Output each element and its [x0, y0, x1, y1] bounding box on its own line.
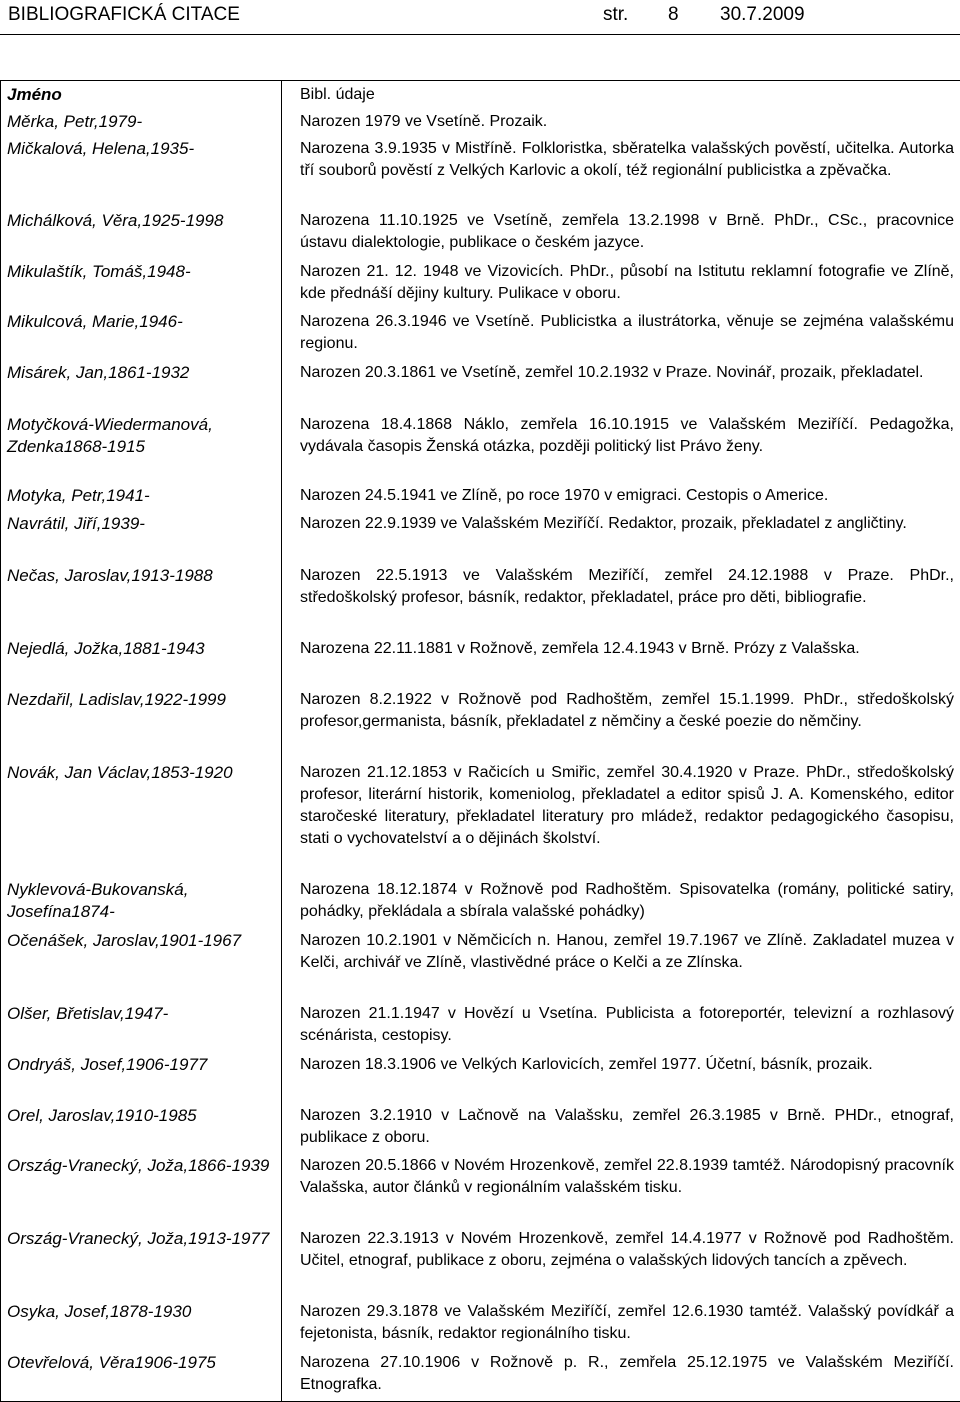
row-desc: Narozen 20.5.1866 v Novém Hrozenkově, zemřel 22.8.1939 tamtéž. Národopisný pracovník Valašska, autor článků v regionálním valašském tisku. [300, 1157, 954, 1196]
row-desc: Narozen 21.1.1947 v Hovězí u Vsetína. Publicista a fotoreportér, televizní a rozhlasový scénárista, cestopisy. [300, 1005, 954, 1044]
row-name: Otevřelová, Věra1906-1975 [7, 1353, 216, 1372]
row-name: Navrátil, Jiří,1939- [7, 514, 145, 533]
page-header [8, 2, 953, 30]
row-name: Nečas, Jaroslav,1913-1988 [7, 566, 213, 585]
row-desc: Narozen 3.2.1910 v Lačnově na Valašsku, zemřel 26.3.1985 v Brně. PHDr., etnograf, publikace z oboru. [300, 1107, 954, 1146]
row-name: Misárek, Jan,1861-1932 [7, 363, 190, 382]
row-desc: Narozen 18.3.1906 ve Velkých Karlovicích, zemřel 1977. Účetní, básník, prozaik. [300, 1056, 873, 1073]
row-name: Orel, Jaroslav,1910-1985 [7, 1106, 197, 1125]
column-divider [281, 80, 282, 1402]
row-name: Mikulcová, Marie,1946- [7, 312, 183, 331]
row-name: Novák, Jan Václav,1853-1920 [7, 763, 233, 782]
header-page-number: 8 [668, 4, 679, 25]
row-desc: Narozen 24.5.1941 ve Zlíně, po roce 1970 v emigraci. Cestopis o Americe. [300, 487, 829, 504]
row-desc: Narozena 18.4.1868 Náklo, zemřela 16.10.1915 ve Valašském Meziříčí. Pedagožka, vydávala časopis Ženská otázka, později politický list Právo ženy. [300, 416, 954, 455]
row-desc: Narozen 21. 12. 1948 ve Vizovicích. PhDr., působí na Istitutu reklamní fotografie ve Zlíně, kde přednáší dějiny kultury. Pulikace v oboru. [300, 263, 954, 302]
row-name: Motyka, Petr,1941- [7, 486, 150, 505]
row-desc: Narozen 22.3.1913 v Novém Hrozenkově, zemřel 14.4.1977 v Rožnově pod Radhoštěm. Učitel, etnograf, publikace z oboru, zejména o valašských lidových tancích a zpěvech. [300, 1230, 954, 1269]
header-page-label: str. [603, 4, 629, 25]
row-name: Olšer, Břetislav,1947- [7, 1004, 169, 1023]
header-rule [0, 34, 960, 35]
column-header-name: Jméno [7, 85, 62, 104]
row-desc: Narozen 21.12.1853 v Račicích u Smiřic, zemřel 30.4.1920 v Praze. PhDr., středoškolský profesor, literární historik, komeniolog, překladatel a editor spisů J. A. Komenského, editor staročeské literatury, překladatel literatury pro mládež, redaktor pedagogického časopisu, stati o vychovatelství a o dějinách školství. [300, 764, 954, 847]
row-desc: Narozena 3.9.1935 v Mistříně. Folkloristka, sběratelka valašských pověstí, učitelka. Autorka tří souborů pověstí z Velkých Karlovic a okolí, též regionální publicistka a zpěvačka. [300, 140, 954, 179]
row-name: Ondryáš, Josef,1906-1977 [7, 1055, 208, 1074]
header-title: BIBLIOGRAFICKÁ CITACE [8, 4, 240, 25]
row-desc: Narozena 22.11.1881 v Rožnově, zemřela 12.4.1943 v Brně. Prózy z Valašska. [300, 640, 860, 657]
row-name: Očenášek, Jaroslav,1901-1967 [7, 931, 242, 950]
header-date: 30.7.2009 [720, 4, 805, 25]
row-desc: Narozen 22.9.1939 ve Valašském Meziříčí. Redaktor, prozaik, překladatel z angličtiny. [300, 515, 907, 532]
row-name: Ország-Vranecký, Joža,1913-1977 [7, 1229, 270, 1248]
row-desc: Narozen 20.3.1861 ve Vsetíně, zemřel 10.2.1932 v Praze. Novinář, prozaik, překladatel. [300, 364, 924, 381]
row-name: Nezdařil, Ladislav,1922-1999 [7, 690, 226, 709]
row-desc: Narozen 29.3.1878 ve Valašském Meziříčí, zemřel 12.6.1930 tamtéž. Valašský povídkář a fejetonista, básník, redaktor regionálního tisku. [300, 1303, 954, 1342]
row-name: Nejedlá, Jožka,1881-1943 [7, 639, 205, 658]
row-desc: Narozena 11.10.1925 ve Vsetíně, zemřela 13.2.1998 v Brně. PhDr., CSc., pracovnice ústavu dialektologie, publikace o českém jazyce. [300, 212, 954, 251]
column-header-bibl: Bibl. údaje [300, 86, 375, 103]
row-name: Motyčková-Wiedermanová, Zdenka1868-1915 [7, 415, 213, 456]
row-name: Nyklevová-Bukovanská, Josefína1874- [7, 880, 189, 921]
row-desc: Narozen 1979 ve Vsetíně. Prozaik. [300, 113, 548, 130]
row-name: Michálková, Věra,1925-1998 [7, 211, 224, 230]
row-name: Osyka, Josef,1878-1930 [7, 1302, 192, 1321]
row-desc: Narozena 18.12.1874 v Rožnově pod Radhoštěm. Spisovatelka (romány, politické satiry, pohádky, překládala a sbírala valašské pohádky) [300, 881, 954, 920]
row-name: Ország-Vranecký, Joža,1866-1939 [7, 1156, 270, 1175]
row-name: Mikulaštík, Tomáš,1948- [7, 262, 191, 281]
row-name: Mičkalová, Helena,1935- [7, 139, 195, 158]
row-desc: Narozen 22.5.1913 ve Valašském Meziříčí, zemřel 24.12.1988 v Praze. PhDr., středoškolský profesor, básník, redaktor, překladatel, práce pro děti, bibliografie. [300, 567, 954, 606]
row-name: Měrka, Petr,1979- [7, 112, 143, 131]
row-desc: Narozena 26.3.1946 ve Vsetíně. Publicistka a ilustrátorka, věnuje se zejména valašskému regionu. [300, 313, 954, 352]
row-desc: Narozena 27.10.1906 v Rožnově p. R., zemřela 25.12.1975 ve Valašském Meziříčí. Etnografka. [300, 1354, 954, 1393]
row-desc: Narozen 8.2.1922 v Rožnově pod Radhoštěm, zemřel 15.1.1999. PhDr., středoškolský profesor,germanista, básník, překladatel z němčiny a české poezie do němčiny. [300, 691, 954, 730]
row-desc: Narozen 10.2.1901 v Němčicích n. Hanou, zemřel 19.7.1967 ve Zlíně. Zakladatel muzea v Kelči, archivář ve Zlíně, vlastivědné práce o Kelči a ze Zlínska. [300, 932, 954, 971]
